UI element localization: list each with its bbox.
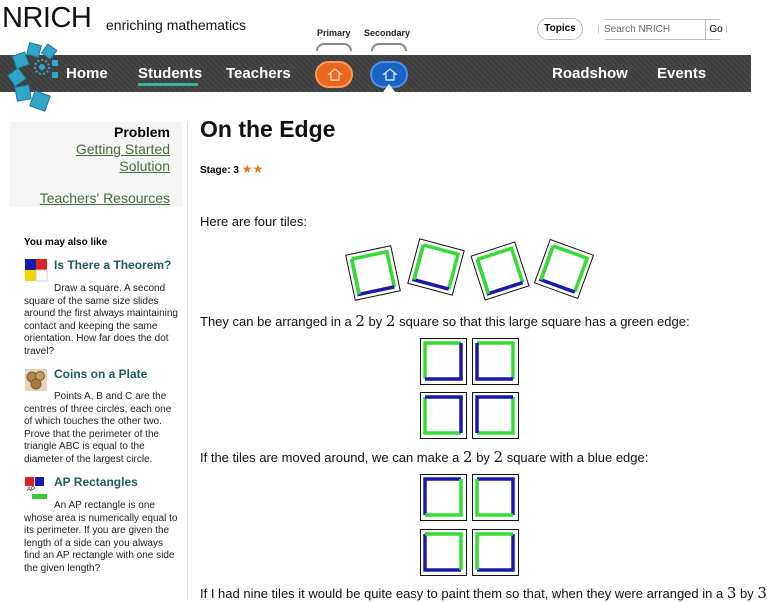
nav-events[interactable]: Events (657, 65, 707, 82)
sidebar (10, 122, 188, 600)
nine-tiles-paragraph: If I had nine tiles it would be quite easy to paint them so that, when they were arranged in a 3 by 3 (200, 584, 767, 602)
house-icon (328, 68, 342, 81)
theorem-thumbnail[interactable] (25, 259, 47, 281)
tile (535, 240, 594, 299)
solution-link[interactable]: Solution (119, 158, 170, 174)
related-desc: Draw a square. A second square of the same size slides around the first always maintaining contact and keeping the same orientation. How far does the dot travel? (24, 283, 178, 357)
green-edge-square-figure (420, 338, 520, 440)
secondary-arc (371, 43, 407, 51)
ap-rectangles-thumbnail[interactable] (25, 477, 47, 499)
problem-nav-box (10, 122, 182, 207)
coins-thumbnail[interactable] (25, 369, 47, 391)
page-title: On the Edge (200, 116, 336, 142)
svg-text:AP: AP (27, 487, 36, 493)
house-icon (383, 68, 397, 81)
blue-edge-square-figure (420, 474, 520, 578)
related-is-there-a-theorem[interactable]: Is There a Theorem? (54, 258, 172, 272)
stage-stars: ★★ (241, 162, 264, 176)
nav-students[interactable]: Students (138, 65, 203, 82)
site-logo[interactable]: NRICH (2, 2, 92, 34)
nav-active-indicator (138, 83, 198, 86)
stage-label: Stage: 3 (200, 165, 239, 176)
stage-indicator (200, 162, 263, 176)
related-ap-rectangles[interactable]: AP Rectangles (54, 475, 138, 489)
topics-button[interactable]: Topics (537, 18, 583, 40)
primary-home-button[interactable] (315, 61, 353, 88)
related-desc: Points A, B and C are the centres of three circles, each one of which touches the other two. Prove that the perimeter of the triangle ABC is equal to the diameter of the largest circle. (24, 391, 172, 465)
related-coins-on-a-plate[interactable]: Coins on a Plate (54, 367, 148, 381)
tile (408, 239, 464, 295)
intro-paragraph: Here are four tiles: (200, 214, 307, 229)
related-desc: An AP rectangle is one whose area is numerically equal to its perimeter. If you are given the length of a side can you always find an AP rectangle with one side the given length? (24, 500, 178, 574)
site-tagline: enriching mathematics (106, 17, 247, 33)
go-button[interactable]: Go (705, 20, 726, 39)
search-input[interactable] (599, 20, 706, 39)
nav-home[interactable]: Home (66, 65, 108, 82)
blue-edge-paragraph: If the tiles are moved around, we can make a 2 by 2 square with a blue edge: (200, 448, 649, 466)
teachers-resources-link[interactable]: Teachers' Resources (39, 190, 170, 206)
arrangement-paragraph: They can be arranged in a 2 by 2 square so that this large square has a green edge: (200, 312, 690, 330)
secondary-label[interactable]: Secondary (364, 28, 411, 38)
getting-started-link[interactable]: Getting Started (75, 141, 170, 157)
active-stage-pointer (383, 84, 395, 92)
nav-roadshow[interactable]: Roadshow (552, 65, 628, 82)
problem-heading: Problem (113, 124, 170, 140)
four-tiles-figure (340, 236, 610, 306)
search-box (598, 19, 727, 40)
you-may-also-like-heading: You may also like (24, 237, 108, 248)
nav-teachers[interactable]: Teachers (226, 65, 291, 82)
primary-arc (316, 43, 352, 51)
nrich-spiral-logo[interactable] (8, 40, 68, 112)
tile (471, 242, 529, 300)
tile (346, 246, 401, 301)
primary-label[interactable]: Primary (317, 28, 351, 38)
